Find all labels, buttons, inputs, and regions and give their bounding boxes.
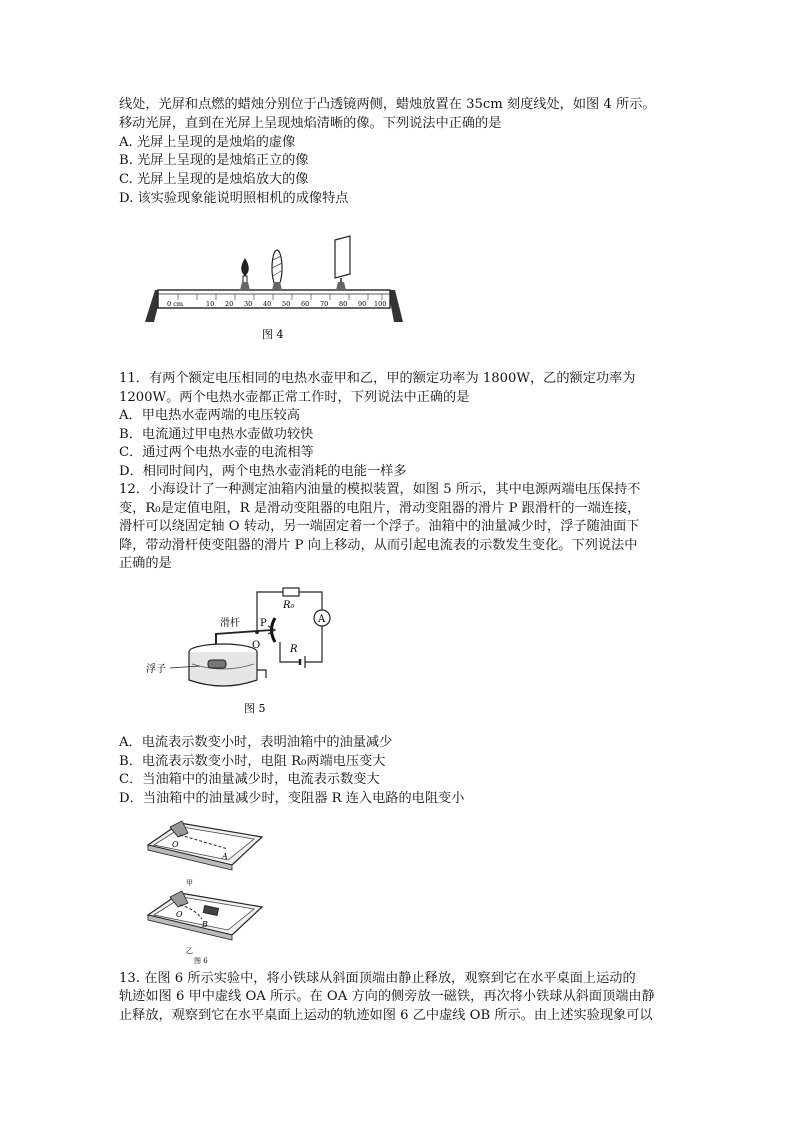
fig4-tick-80: 80 xyxy=(339,300,348,308)
fig4-tick-90: 90 xyxy=(358,300,367,308)
q12-line-1: 12．小海设计了一种测定油箱内油量的模拟装置，如图 5 所示，其中电源两端电压保持不 xyxy=(119,482,641,497)
fig5-label-p: P xyxy=(260,618,267,629)
q10-line-2: 移动光屏，直到在光屏上呈现烛焰清晰的像。下列说法中正确的是 xyxy=(119,116,502,131)
fig4-tick-60: 60 xyxy=(301,300,310,308)
fig5-label-float: 浮子 xyxy=(146,664,166,675)
fig6-jia-label-a: A xyxy=(222,852,228,861)
q13-line-2: 轨迹如图 6 甲中虚线 OA 所示。在 OA 方向的侧旁放一磁铁，再次将小铁球从斜面顶端由静 xyxy=(119,989,655,1004)
fig6-tray-yi xyxy=(148,891,262,940)
fig5-label-o: O xyxy=(252,640,261,651)
fig4-tick-70: 70 xyxy=(320,300,329,308)
fig4-tick-40: 40 xyxy=(263,300,272,308)
q12-line-3: 滑杆可以绕固定轴 O 转动，另一端固定着一个浮子。油箱中的油量减少时，浮子随油面下 xyxy=(119,519,640,534)
fig4-tick-20: 20 xyxy=(225,300,234,308)
battery-icon xyxy=(300,656,305,668)
fig6-label-yi: 乙 xyxy=(186,947,193,955)
float-icon xyxy=(208,660,226,668)
q10-line-1: 线处，光屏和点燃的蜡烛分别位于凸透镜两侧，蜡烛放置在 35cm 刻度线处，如图 4 所示。 xyxy=(119,97,656,112)
q10-option-c: C. 光屏上呈现的是烛焰放大的像 xyxy=(119,172,309,187)
fig4-caption: 图 4 xyxy=(262,328,284,341)
q12-line-4: 降，带动滑杆使变阻器的滑片 P 向上移动，从而引起电流表的示数发生变化。下列说法中 xyxy=(119,538,638,553)
candle-icon xyxy=(240,258,250,290)
fig5-label-r: R xyxy=(290,644,298,655)
fig6-tray-jia xyxy=(148,821,262,870)
fig4-tick-30: 30 xyxy=(244,300,253,308)
fig4-tick-10: 10 xyxy=(206,300,215,308)
figure-5-oil-gauge-circuit xyxy=(140,580,360,720)
fig6-label-jia: 甲 xyxy=(186,879,193,887)
fig5-label-rod: 滑杆 xyxy=(220,618,240,629)
figure-6-iron-ball-tracks xyxy=(140,815,265,965)
q10-option-d: D. 该实验现象能说明照相机的成像特点 xyxy=(119,191,349,206)
q11-line-1: 11．有两个额定电压相同的电热水壶甲和乙，甲的额定功率为 1800W，乙的额定功率为 xyxy=(119,371,636,386)
fig6-jia-label-o: O xyxy=(172,840,179,849)
fig5-label-a: A xyxy=(318,614,326,625)
q11-option-b: B．电流通过甲电热水壶做功较快 xyxy=(119,427,314,442)
fig4-unit-label: 0 cm xyxy=(167,300,184,308)
q11-option-d: D．相同时间内，两个电热水壶消耗的电能一样多 xyxy=(119,464,407,479)
fig5-caption: 图 5 xyxy=(244,702,266,715)
resistor-r0-icon xyxy=(283,588,299,596)
q11-option-c: C．通过两个电热水壶的电流相等 xyxy=(119,445,314,460)
fig6-yi-label-b: B xyxy=(202,920,208,929)
convex-lens-icon xyxy=(272,250,282,290)
q12-option-d: D．当油箱中的油量减少时，变阻器 R 连入电路的电阻变小 xyxy=(119,791,465,806)
q12-option-b: B．电流表示数变小时，电阻 R₀两端电压变大 xyxy=(119,754,386,769)
figure-4-optical-bench xyxy=(140,230,410,345)
q10-option-b: B. 光屏上呈现的是烛焰正立的像 xyxy=(119,153,309,168)
fig5-label-r0: R₀ xyxy=(283,600,295,611)
q13-line-1: 13. 在图 6 所示实验中，将小铁球从斜面顶端由静止释放，观察到它在水平桌面上运动的 xyxy=(119,971,636,986)
oil-tank-icon xyxy=(189,644,266,686)
q12-line-5: 正确的是 xyxy=(119,556,172,571)
q13-line-3: 止释放，观察到它在水平桌面上运动的轨迹如图 6 乙中虚线 OB 所示。由上述实验现象可以 xyxy=(119,1008,653,1023)
q12-option-c: C．当油箱中的油量减少时，电流表示数变大 xyxy=(119,772,380,787)
q10-option-a: A. 光屏上呈现的是烛焰的虚像 xyxy=(119,135,296,150)
fig4-tick-50: 50 xyxy=(282,300,291,308)
q11-line-2: 1200W。两个电热水壶都正常工作时，下列说法中正确的是 xyxy=(119,390,470,405)
fig4-tick-100: 100 xyxy=(374,300,387,308)
q12-line-2: 变，R₀是定值电阻，R 是滑动变阻器的电阻片，滑动变阻器的滑片 P 跟滑杆的一端连接， xyxy=(119,501,641,516)
q12-option-a: A．电流表示数变小时，表明油箱中的油量减少 xyxy=(119,735,393,750)
q11-option-a: A．甲电热水壶两端的电压较高 xyxy=(119,408,300,423)
light-screen-icon xyxy=(335,236,350,290)
fig6-yi-label-o: O xyxy=(176,910,183,919)
fig6-caption: 图 6 xyxy=(194,957,208,965)
